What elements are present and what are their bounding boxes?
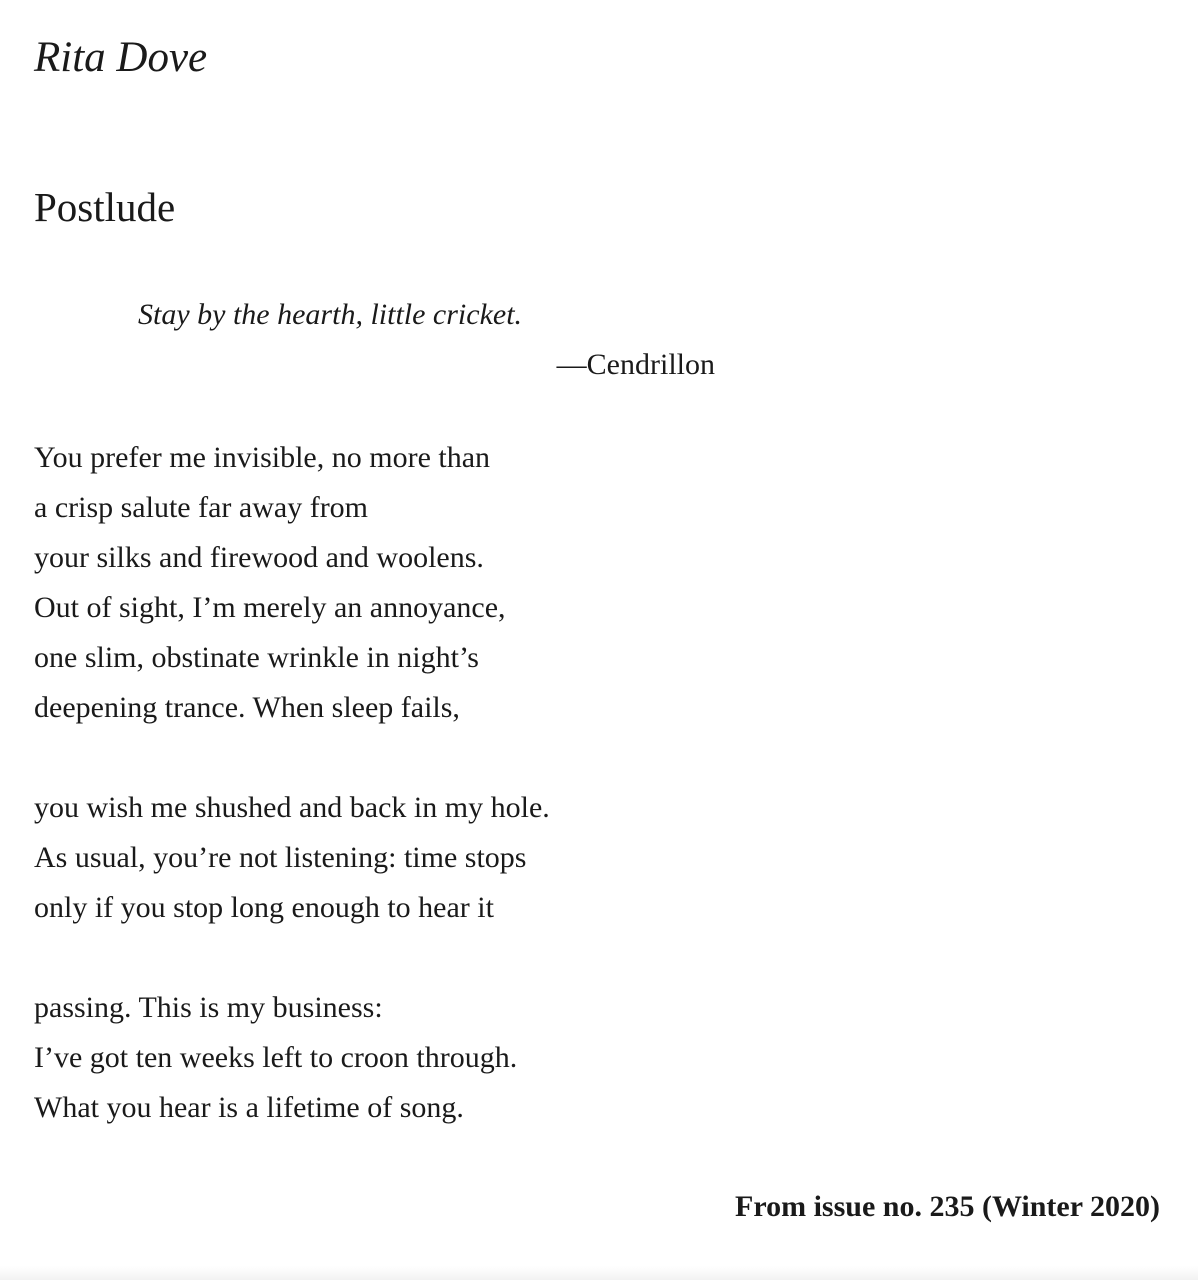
stanza-2: [34, 783, 550, 933]
author-name: Rita Dove: [34, 34, 208, 81]
poem-line: As usual, you’re not listening: time stops: [34, 841, 527, 874]
epigraph-text: Stay by the hearth, little cricket.: [138, 298, 523, 331]
poem-line: your silks and firewood and woolens.: [34, 541, 484, 574]
poem-line: deepening trance. When sleep fails,: [34, 691, 460, 724]
poem-line: Out of sight, I’m merely an annoyance,: [34, 591, 506, 624]
poem-title: Postlude: [34, 184, 176, 230]
poem-line: one slim, obstinate wrinkle in night’s: [34, 641, 479, 674]
issue-note: From issue no. 235 (Winter 2020): [735, 1190, 1160, 1223]
poem-line: I’ve got ten weeks left to croon through.: [34, 1041, 518, 1074]
poem-line: you wish me shushed and back in my hole.: [34, 791, 550, 824]
stanza-3: [34, 983, 550, 1133]
poem-line: a crisp salute far away from: [34, 491, 369, 524]
bottom-edge-shadow: [0, 1266, 1198, 1280]
epigraph-attribution: —Cendrillon: [556, 348, 715, 381]
poem-line: only if you stop long enough to hear it: [34, 891, 494, 924]
poem-line: You prefer me invisible, no more than: [34, 441, 491, 474]
poem-body: [34, 433, 550, 1133]
poem-line: What you hear is a lifetime of song.: [34, 1091, 464, 1124]
epigraph: [138, 290, 715, 390]
poem-line: passing. This is my business:: [34, 991, 383, 1024]
stanza-1: [34, 433, 550, 733]
